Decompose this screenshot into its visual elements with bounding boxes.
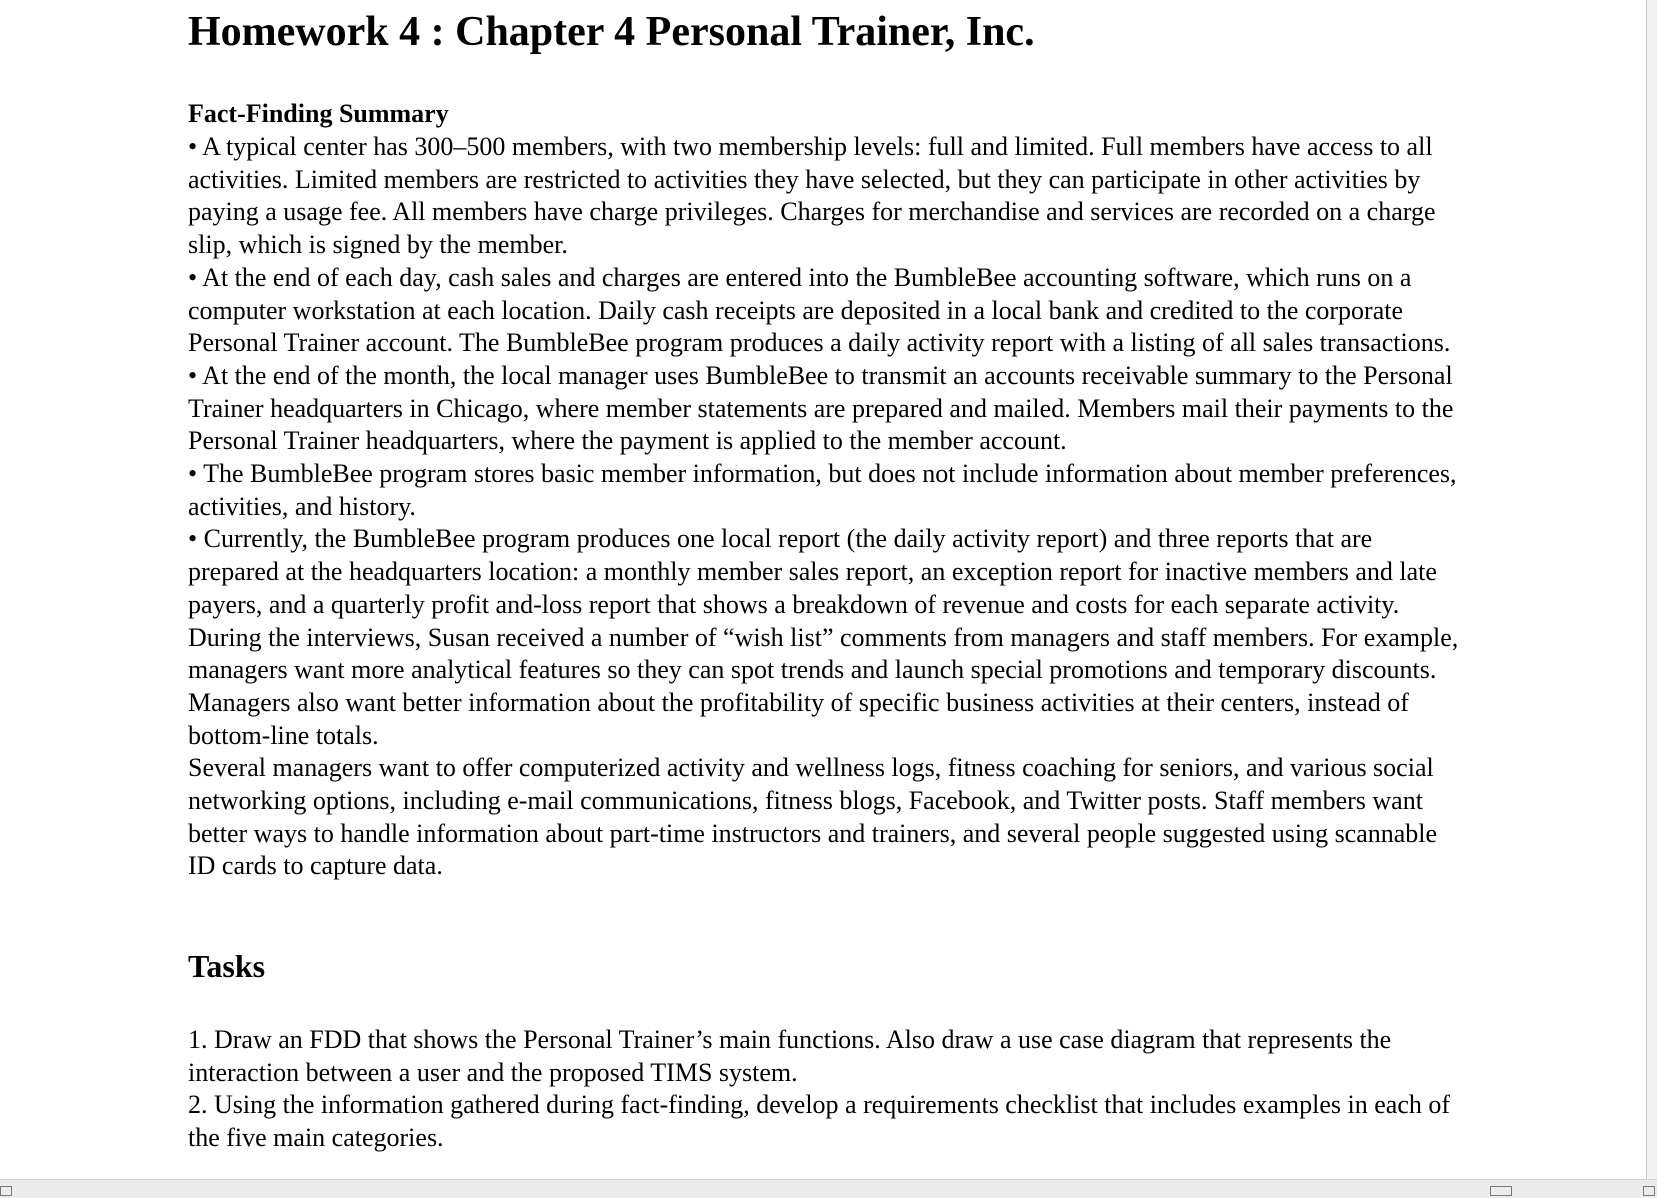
task-item-1: 1. Draw an FDD that shows the Personal Trainer’s main functions. Also draw a use case diagram that represents the interaction between a user and the proposed TIMS system. [188, 1025, 1392, 1087]
paragraph-managers-wants: Several managers want to offer computerized activity and wellness logs, fitness coaching for seniors, and various social networking options, including e-mail communications, fitness blogs, Facebook, and Twitter posts. Staff members want better ways to handle information about part-time instructors and trainers, and several people suggested using scannable ID cards to capture data. [188, 753, 1438, 881]
page-view-icon[interactable] [0, 1186, 12, 1196]
paragraph-daily-sales: • At the end of each day, cash sales and charges are entered into the BumbleBee accounting software, which runs on a computer workstation at each location. Daily cash receipts are deposited in a local bank and credited to the corporate Personal Trainer account. The BumbleBee program produces a daily activity report with a listing of all sales transactions. [188, 262, 1451, 358]
vertical-scrollbar[interactable] [1646, 0, 1657, 1180]
tasks-heading: Tasks [188, 948, 266, 984]
paragraph-member-info: • The BumbleBee program stores basic member information, but does not include information about member preferences, activities, and history. [188, 459, 1457, 521]
layout-toggle-icon[interactable] [1490, 1186, 1512, 1196]
corner-icon[interactable] [1643, 1186, 1655, 1196]
paragraph-reports: • Currently, the BumbleBee program produces one local report (the daily activity report) and three reports that are prepared at the headquarters location: a monthly member sales report, an exception report for inactive members and late payers, and a quarterly profit and-loss report that shows a breakdown of revenue and costs for each separate activity. [188, 524, 1437, 619]
paragraph-membership: • A typical center has 300–500 members, with two membership levels: full and limited. Full members have access to all activities. Limited members are restricted to activities they have selected, but they can participate in other activities by paying a usage fee. All members have charge privileges. Charges for merchandise and services are recorded on a charge slip, which is signed by the member. [188, 132, 1436, 260]
fact-finding-body [188, 131, 1468, 883]
paragraph-monthly-summary: • At the end of the month, the local manager uses BumbleBee to transmit an accounts receivable summary to the Personal Trainer headquarters in Chicago, where member statements are prepared and mailed. Members mail their payments to the Personal Trainer headquarters, where the payment is applied to the member account. [188, 360, 1454, 456]
fact-finding-heading: Fact-Finding Summary [188, 99, 449, 128]
document-title: Homework 4 : Chapter 4 Personal Trainer, Inc. [188, 9, 1035, 55]
paragraph-wish-list: During the interviews, Susan received a number of “wish list” comments from managers and staff members. For example, managers want more analytical features so they can spot trends and launch special promotions and temporary discounts. Managers also want better information about the profitability of specific business activities at their centers, instead of bottom-line totals. [188, 622, 1459, 750]
task-item-2: 2. Using the information gathered during fact-finding, develop a requirements checklist that includes examples in each of the five main categories. [188, 1090, 1451, 1153]
status-bar [0, 1179, 1657, 1198]
tasks-list [188, 1024, 1468, 1155]
